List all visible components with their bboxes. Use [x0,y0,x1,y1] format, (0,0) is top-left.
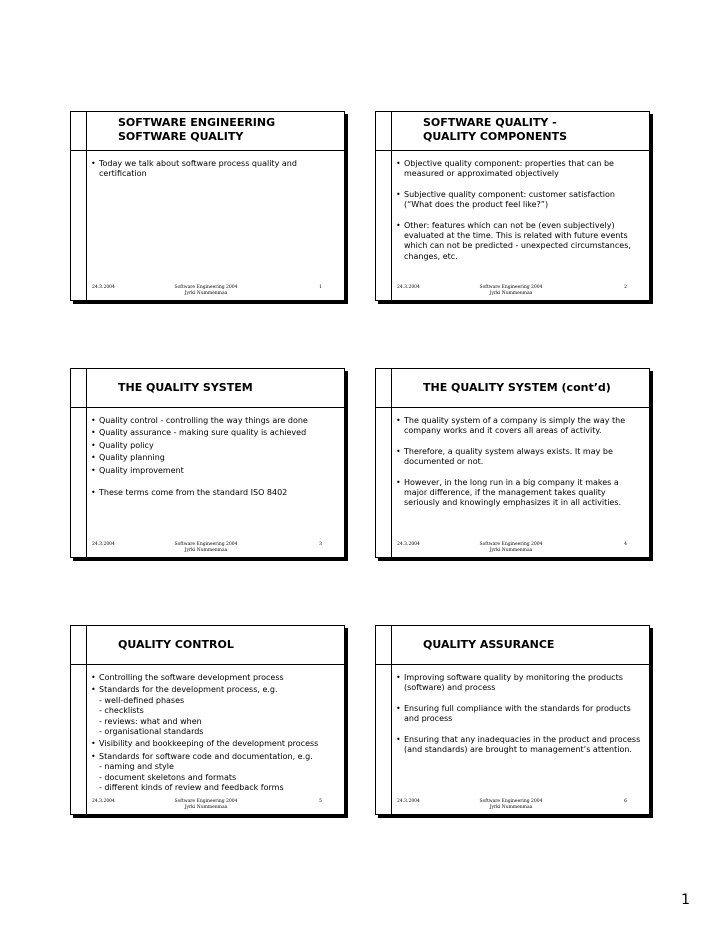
slide-title: THE QUALITY SYSTEM [118,381,253,394]
slide-bullet [396,416,641,437]
slide-bullet [91,428,336,438]
bullet-dot-icon: • [91,673,96,682]
slide-bullet [91,685,336,737]
slide-footer-course: Software Engineering 2004 Jyrki Nummenmaa [174,285,238,296]
slide-bullet-text: Ensuring that any inadequacies in the product and process (and standards) are brought to management’s attention. [404,734,641,755]
slide-bullet [91,466,336,476]
slide-bullet-text: Today we talk about software process quality and certification [99,159,297,179]
slide-horizontal-rule [376,150,649,151]
slide-footer-number: 2 [624,285,627,290]
slide-footer-date: 24.3.2004 [397,799,420,804]
slide-thumbnail [375,368,650,558]
slide-bullet-text: Quality improvement [99,465,184,475]
slide-thumbnail [70,625,345,815]
bullet-dot-icon: • [91,159,96,168]
slide-footer-date: 24.3.2004 [92,285,115,290]
slide-bullet-text: The quality system of a company is simply the way the company works and it covers all areas of activity. [404,416,626,436]
slide-footer-course: Software Engineering 2004 Jyrki Nummenmaa [479,542,543,553]
slide-footer-course: Software Engineering 2004 Jyrki Nummenmaa [174,799,238,810]
bullet-dot-icon: • [396,189,401,199]
slide-bullet-list [396,673,641,755]
slide-thumbnail [375,625,650,815]
bullet-dot-icon: • [396,703,401,713]
bullet-dot-icon: • [91,465,96,475]
slide-bullet-list [91,416,336,498]
slide-bullet-list [396,159,641,262]
slide-bullet [91,739,336,749]
slide-thumbnail [70,111,345,301]
bullet-dot-icon: • [396,477,401,487]
slide-bullet-text: Improving software quality by monitoring the products (software) and process [404,673,623,693]
bullet-dot-icon: • [91,428,96,438]
slide-horizontal-rule [71,407,344,408]
slide-bullet [396,447,641,468]
slide-bullet-text: Quality control - controlling the way things are done [99,416,308,425]
slide-footer-number: 6 [624,799,627,804]
slide-footer-course: Software Engineering 2004 Jyrki Nummenmaa [174,542,238,553]
slide-bullet-text: Ensuring full compliance with the standards for products and process [404,703,631,724]
bullet-dot-icon: • [91,453,96,463]
slide-bullet [91,453,336,463]
slide-footer-date: 24.3.2004 [397,285,420,290]
slide-thumbnail [70,368,345,558]
slide-bullet [396,673,641,694]
slide-horizontal-rule [71,664,344,665]
slide-bullet [396,190,641,211]
slide-bullet [396,478,641,509]
bullet-dot-icon: • [396,159,401,168]
bullet-dot-icon: • [91,440,96,450]
slide-bullet [396,221,641,263]
slide-bullet-list [396,416,641,509]
slide-bullet [91,488,336,498]
bullet-dot-icon: • [91,739,96,749]
slide-horizontal-rule [376,407,649,408]
slide-footer-number: 1 [319,285,322,290]
slide-bullet-text: Standards for the development process, e.g. - well-defined phases - checklists - reviews: what and when - organisational standards [99,685,278,737]
slide-bullet-text: However, in the long run in a big company it makes a major difference, if the management takes quality seriously and knowingly emphasizes it in all activities. [404,477,622,508]
page-number: 1 [681,892,690,908]
slide-footer-date: 24.3.2004 [92,542,115,547]
slide-bullet [91,159,336,180]
slide-title: SOFTWARE ENGINEERING SOFTWARE QUALITY [118,116,276,143]
slide-horizontal-rule [71,150,344,151]
slide-vertical-rule [391,112,392,300]
slide-title: QUALITY ASSURANCE [423,638,555,651]
bullet-dot-icon: • [91,685,96,695]
slide-bullet-list [91,159,336,180]
slide-title: THE QUALITY SYSTEM (cont’d) [423,381,611,394]
slide-footer-number: 5 [319,799,322,804]
bullet-dot-icon: • [396,416,401,425]
bullet-dot-icon: • [396,446,401,456]
slide-bullet-text: These terms come from the standard ISO 8402 [99,488,288,498]
slide-footer-date: 24.3.2004 [397,542,420,547]
slide-title: QUALITY CONTROL [118,638,234,651]
slide-bullet-list [91,673,336,793]
slide-footer-course: Software Engineering 2004 Jyrki Nummenmaa [479,285,543,296]
slide-bullet [91,673,336,683]
slide-bullet [396,704,641,725]
slide-bullet-text: Quality policy [99,440,154,450]
slide-bullet-text: Other: features which can not be (even subjectively) evaluated at the time. This is related with future events which can not be predicted - unexpected circumstances, changes, etc. [404,220,631,261]
bullet-dot-icon: • [396,220,401,230]
slide-bullet [91,752,336,794]
slide-bullet-text: Objective quality component: properties that can be measured or approximated objectively [404,159,614,179]
slide-vertical-rule [391,369,392,557]
slide-footer-course: Software Engineering 2004 Jyrki Nummenmaa [479,799,543,810]
slide-thumbnail [375,111,650,301]
slide-bullet [396,159,641,180]
slide-vertical-rule [391,626,392,814]
slide-bullet-text: Subjective quality component: customer satisfaction (“What does the product feel like?”) [404,189,615,210]
slide-bullet-text: Visibility and bookkeeping of the development process [99,739,319,749]
slide-footer-number: 3 [319,542,322,547]
slide-bullet-text: Therefore, a quality system always exists. It may be documented or not. [404,446,613,467]
slide-bullet [91,416,336,426]
bullet-dot-icon: • [396,673,401,682]
slide-bullet-text: Controlling the software development process [99,673,284,682]
slide-vertical-rule [86,369,87,557]
slide-vertical-rule [86,626,87,814]
slide-title: SOFTWARE QUALITY - QUALITY COMPONENTS [423,116,567,143]
bullet-dot-icon: • [396,734,401,744]
slide-bullet [91,441,336,451]
slide-bullet-text: Quality planning [99,453,165,463]
slide-bullet-text: Quality assurance - making sure quality is achieved [99,428,307,438]
bullet-dot-icon: • [91,488,96,498]
slide-horizontal-rule [376,664,649,665]
slide-footer-date: 24.3.2004 [92,799,115,804]
bullet-dot-icon: • [91,416,96,425]
slide-bullet-text: Standards for software code and documentation, e.g. - naming and style - document skeletons and formats - different kinds of review and feedback forms [99,751,313,793]
bullet-dot-icon: • [91,751,96,761]
slide-footer-number: 4 [624,542,627,547]
slide-bullet [396,735,641,756]
slide-vertical-rule [86,112,87,300]
